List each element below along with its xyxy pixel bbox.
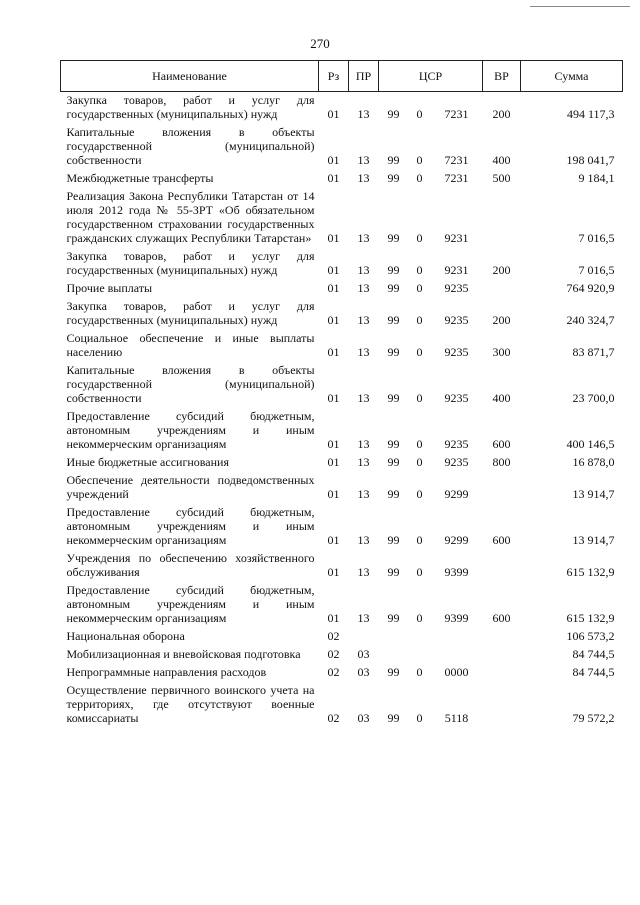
cell-csr-program: 99 [387, 153, 400, 167]
cell-csr-program: 99 [387, 711, 400, 725]
cell-vr: 600 [492, 533, 511, 547]
table-row [61, 646, 623, 664]
cell-vr [483, 664, 521, 682]
cell-pr: 13 [357, 565, 370, 579]
cell-csr-program: 99 [387, 281, 400, 295]
cell-rz: 01 [327, 313, 340, 327]
header-sum: Сумма [521, 61, 623, 92]
cell-rz: 01 [327, 281, 340, 295]
cell-pr: 13 [357, 345, 370, 359]
cell-vr: 200 [492, 313, 511, 327]
cell-pr [349, 628, 379, 646]
cell-vr [483, 472, 521, 504]
cell-rz: 01 [327, 487, 340, 501]
cell-rz: 02 [327, 665, 340, 679]
cell-csr-direction: 9235 [444, 313, 469, 327]
cell-csr-subprogram: 0 [416, 391, 423, 405]
cell-csr-direction: 0000 [444, 665, 469, 679]
cell-vr [483, 188, 521, 248]
cell-name: Закупка товаров, работ и услуг для государственных (муниципальных) нужд [66, 299, 315, 327]
cell-csr-subprogram: 0 [416, 437, 423, 451]
cell-csr-direction: 9299 [444, 533, 469, 547]
cell-vr: 400 [492, 153, 511, 167]
cell-csr-program: 99 [387, 455, 400, 469]
cell-csr-direction: 7231 [444, 107, 469, 121]
cell-vr [483, 646, 521, 664]
cell-csr-direction: 9399 [444, 565, 469, 579]
cell-name: Предоставление субсидий бюджетным, автономным учреждениям и иным некоммерческим организациям [66, 409, 315, 451]
cell-csr-program: 99 [387, 313, 400, 327]
cell-rz: 01 [327, 231, 340, 245]
cell-name: Учреждения по обеспечению хозяйственного обслуживания [66, 551, 315, 579]
cell-sum: 615 132,9 [566, 565, 615, 579]
cell-rz: 01 [327, 345, 340, 359]
table-row [61, 124, 623, 170]
cell-vr: 800 [492, 455, 511, 469]
cell-csr-subprogram: 0 [416, 171, 423, 185]
cell-rz: 02 [327, 629, 340, 643]
cell-pr: 13 [357, 533, 370, 547]
header-rz: Рз [319, 61, 349, 92]
cell-rz: 01 [327, 153, 340, 167]
cell-csr-subprogram: 0 [416, 153, 423, 167]
table-row [61, 504, 623, 550]
cell-name: Предоставление субсидий бюджетным, автономным учреждениям и иным некоммерческим организациям [66, 583, 315, 625]
cell-csr-direction: 7231 [444, 153, 469, 167]
table-header-row [61, 61, 623, 92]
cell-csr-direction [431, 628, 483, 646]
table-row [61, 454, 623, 472]
cell-vr [483, 280, 521, 298]
cell-csr-direction: 9235 [444, 345, 469, 359]
table-row [61, 280, 623, 298]
cell-name: Обеспечение деятельности подведомственных учреждений [66, 473, 315, 501]
cell-csr-direction: 9231 [444, 231, 469, 245]
table-row [61, 582, 623, 628]
cell-csr-program: 99 [387, 391, 400, 405]
cell-rz: 01 [327, 171, 340, 185]
cell-csr-subprogram: 0 [416, 487, 423, 501]
cell-csr-direction: 9231 [444, 263, 469, 277]
cell-csr-subprogram: 0 [416, 107, 423, 121]
cell-pr: 13 [357, 171, 370, 185]
cell-vr [483, 682, 521, 728]
cell-csr-program: 99 [387, 171, 400, 185]
header-name: Наименование [61, 61, 319, 92]
cell-csr-direction: 9399 [444, 611, 469, 625]
cell-vr: 300 [492, 345, 511, 359]
cell-csr-subprogram: 0 [416, 455, 423, 469]
cell-pr: 13 [357, 611, 370, 625]
cell-sum: 83 871,7 [572, 345, 615, 359]
cell-rz: 01 [327, 107, 340, 121]
cell-sum: 23 700,0 [572, 391, 615, 405]
cell-name: Реализация Закона Республики Татарстан от 14 июля 2012 года № 55-ЗРТ «Об обязательном государственном страховании государственных гражданских служащих Республики Татарстан» [66, 189, 315, 245]
cell-csr-direction: 9235 [444, 437, 469, 451]
table-row [61, 628, 623, 646]
cell-pr: 13 [357, 107, 370, 121]
cell-name: Мобилизационная и вневойсковая подготовка [66, 647, 301, 661]
cell-csr-program: 99 [387, 263, 400, 277]
table-row [61, 664, 623, 682]
cell-vr [483, 550, 521, 582]
cell-csr-subprogram: 0 [416, 665, 423, 679]
cell-csr-direction: 9235 [444, 281, 469, 295]
cell-csr-direction: 7231 [444, 171, 469, 185]
table-body [61, 92, 623, 729]
cell-csr-subprogram: 0 [416, 611, 423, 625]
cell-pr: 13 [357, 455, 370, 469]
header-pr: ПР [349, 61, 379, 92]
cell-csr-subprogram: 0 [416, 281, 423, 295]
cell-pr: 13 [357, 231, 370, 245]
cell-name: Закупка товаров, работ и услуг для государственных (муниципальных) нужд [66, 249, 315, 277]
cell-pr: 13 [357, 391, 370, 405]
cell-pr: 13 [357, 313, 370, 327]
cell-name: Прочие выплаты [66, 281, 153, 295]
cell-csr-subprogram: 0 [416, 263, 423, 277]
cell-csr-program: 99 [387, 533, 400, 547]
cell-sum: 240 324,7 [566, 313, 615, 327]
header-csr: ЦСР [379, 61, 483, 92]
cell-sum: 400 146,5 [566, 437, 615, 451]
cell-name: Капитальные вложения в объекты государственной (муниципальной) собственности [66, 363, 315, 405]
cell-pr: 03 [357, 665, 370, 679]
page-number: 270 [310, 36, 330, 51]
table-row [61, 472, 623, 504]
cell-csr-subprogram [409, 646, 431, 664]
cell-csr-subprogram: 0 [416, 345, 423, 359]
cell-csr-program: 99 [387, 665, 400, 679]
cell-sum: 764 920,9 [566, 281, 615, 295]
table-row [61, 330, 623, 362]
table-row [61, 92, 623, 125]
table-row [61, 362, 623, 408]
cell-csr-program: 99 [387, 437, 400, 451]
cell-sum: 13 914,7 [572, 533, 615, 547]
cell-csr-program: 99 [387, 565, 400, 579]
cell-pr: 13 [357, 487, 370, 501]
table-row [61, 170, 623, 188]
cell-csr-direction: 5118 [444, 711, 469, 725]
cell-rz: 01 [327, 565, 340, 579]
cell-rz: 01 [327, 263, 340, 277]
cell-csr-subprogram: 0 [416, 711, 423, 725]
cell-vr: 600 [492, 611, 511, 625]
cell-name: Предоставление субсидий бюджетным, автономным учреждениям и иным некоммерческим организациям [66, 505, 315, 547]
cell-csr-subprogram: 0 [416, 313, 423, 327]
table-row [61, 188, 623, 248]
cell-rz: 01 [327, 455, 340, 469]
cell-csr-direction: 9235 [444, 391, 469, 405]
cell-csr-program: 99 [387, 487, 400, 501]
top-rule [530, 6, 630, 7]
cell-csr-subprogram [409, 628, 431, 646]
cell-csr-program: 99 [387, 345, 400, 359]
cell-csr-subprogram: 0 [416, 565, 423, 579]
cell-sum: 494 117,3 [566, 107, 615, 121]
cell-sum: 7 016,5 [578, 263, 615, 277]
cell-rz: 01 [327, 533, 340, 547]
budget-table [60, 60, 623, 728]
table-row [61, 408, 623, 454]
cell-rz: 01 [327, 611, 340, 625]
cell-csr-program: 99 [387, 611, 400, 625]
cell-rz: 02 [327, 647, 340, 661]
cell-rz: 02 [327, 711, 340, 725]
cell-name: Капитальные вложения в объекты государственной (муниципальной) собственности [66, 125, 315, 167]
cell-csr-direction: 9299 [444, 487, 469, 501]
cell-csr-program: 99 [387, 107, 400, 121]
budget-table-container [60, 60, 622, 728]
cell-csr-direction: 9235 [444, 455, 469, 469]
cell-sum: 9 184,1 [578, 171, 615, 185]
cell-name: Осуществление первичного воинского учета на территориях, где отсутствуют военные комиссариаты [66, 683, 315, 725]
cell-vr: 200 [492, 107, 511, 121]
table-row [61, 298, 623, 330]
table-row [61, 550, 623, 582]
table-row [61, 682, 623, 728]
cell-sum: 16 878,0 [572, 455, 615, 469]
header-vr: ВР [483, 61, 521, 92]
cell-pr: 13 [357, 263, 370, 277]
cell-name: Закупка товаров, работ и услуг для государственных (муниципальных) нужд [66, 93, 315, 121]
cell-name: Межбюджетные трансферты [66, 171, 214, 185]
cell-sum: 84 744,5 [572, 665, 615, 679]
cell-vr: 200 [492, 263, 511, 277]
cell-sum: 106 573,2 [566, 629, 615, 643]
cell-pr: 03 [357, 647, 370, 661]
cell-csr-subprogram: 0 [416, 231, 423, 245]
cell-pr: 13 [357, 281, 370, 295]
table-row [61, 248, 623, 280]
cell-csr-program: 99 [387, 231, 400, 245]
cell-vr: 400 [492, 391, 511, 405]
cell-name: Непрограммные направления расходов [66, 665, 267, 679]
cell-csr-direction [431, 646, 483, 664]
cell-vr [483, 628, 521, 646]
cell-sum: 79 572,2 [572, 711, 615, 725]
cell-csr-program [379, 628, 409, 646]
cell-rz: 01 [327, 437, 340, 451]
cell-vr: 500 [492, 171, 511, 185]
cell-name: Национальная оборона [66, 629, 185, 643]
cell-sum: 615 132,9 [566, 611, 615, 625]
cell-vr: 600 [492, 437, 511, 451]
cell-rz: 01 [327, 391, 340, 405]
cell-name: Социальное обеспечение и иные выплаты населению [66, 331, 315, 359]
cell-csr-program [379, 646, 409, 664]
cell-sum: 84 744,5 [572, 647, 615, 661]
cell-pr: 13 [357, 437, 370, 451]
cell-pr: 13 [357, 153, 370, 167]
cell-sum: 13 914,7 [572, 487, 615, 501]
cell-pr: 03 [357, 711, 370, 725]
cell-name: Иные бюджетные ассигнования [66, 455, 229, 469]
cell-sum: 198 041,7 [566, 153, 615, 167]
cell-csr-subprogram: 0 [416, 533, 423, 547]
cell-sum: 7 016,5 [578, 231, 615, 245]
